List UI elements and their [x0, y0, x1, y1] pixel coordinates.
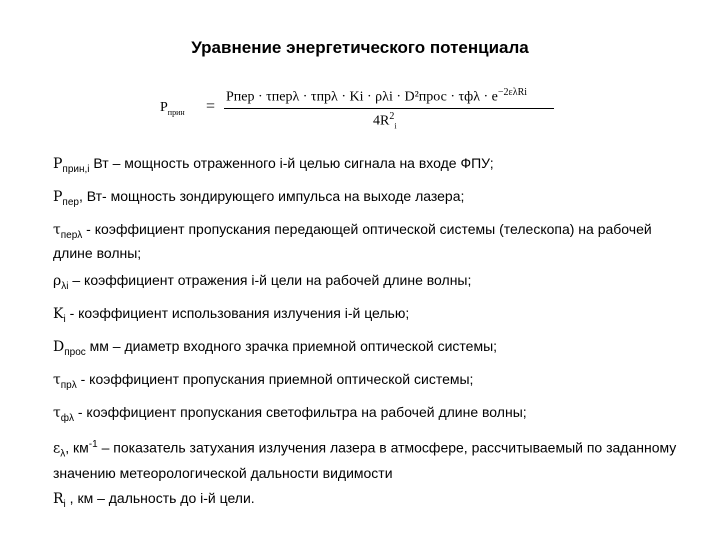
definition-item: $K_i$ - коэффициент использования излучения i-й целью;	[53, 305, 410, 325]
formula-numerator: Pпер · τперλ · τпрλ · Ki · ρλi · D²прос · $\tau ф\lambda \cdot e^{-2\varepsilon\lambda Ri}$	[226, 87, 528, 105]
definition-item: $\tau_{пр\lambda}$ - коэффициент пропускания приемной оптической системы;	[53, 370, 474, 391]
definition-item: $D_{прос}$ мм – диаметр входного зрачка приемной оптической системы;	[53, 337, 498, 358]
definition-item: $P_{прин,i}$ Вт – мощность отраженного i-й целью сигнала на входе ФПУ;	[53, 155, 494, 175]
definition-item: $R_i$ , км – дальность до i-й цели.	[53, 489, 255, 510]
formula-equals: =	[206, 98, 216, 115]
definition-item: $\tau_{пер\lambda}$ - коэффициент пропускания передающей оптической системы (телескопа) на рабочей длине волны;	[53, 220, 652, 262]
formula-lhs: $P_{прин}$	[160, 100, 185, 117]
fraction-line	[224, 108, 554, 109]
formula-denominator: $4R^2_i$	[373, 111, 397, 131]
definition-item: $\varepsilon_\lambda$, $км^{-1}$ – показатель затухания излучения лазера в атмосфере, рассчитываемый по заданному значению метеорологической дальности видимости	[53, 439, 677, 481]
definition-item: $\tau_{ф\lambda}$ - коэффициент пропускания светофильтра на рабочей длине волны;	[53, 403, 527, 424]
page-title: Уравнение энергетического потенциала	[191, 38, 529, 57]
definition-item: $P_{пер}$, Вт- мощность зондирующего импульса на выходе лазера;	[53, 187, 465, 208]
energy-potential-formula	[160, 84, 570, 134]
definition-item: $\rho_{\lambda i}$ – коэффициент отражения i-й цели на рабочей длине волны;	[53, 272, 472, 293]
definitions-list	[53, 154, 693, 522]
